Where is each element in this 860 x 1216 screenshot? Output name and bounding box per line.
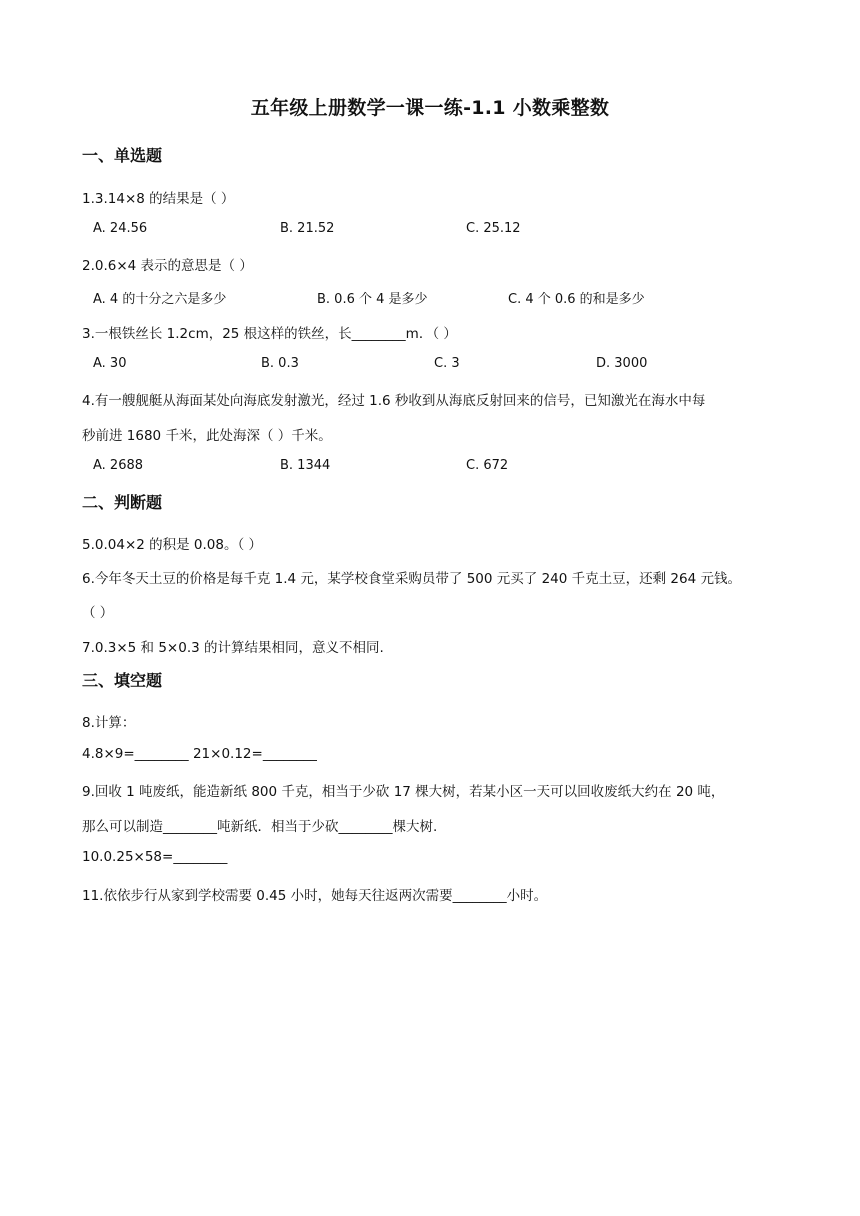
q1-option-a[interactable]: A. 24.56 [93, 221, 148, 236]
question-8-expressions: 4.8×9=________ 21×0.12=________ [82, 746, 317, 762]
question-6-line-1: 6.今年冬天土豆的价格是每千克 1.4 元，某学校食堂采购员带了 500 元买了 240 千克土豆，还剩 264 元钱。 [82, 571, 741, 587]
question-3: 3.一根铁丝长 1.2cm，25 根这样的铁丝，长________m．（ ） [82, 326, 457, 342]
q3-option-d[interactable]: D. 3000 [596, 356, 648, 371]
section-true-false: 二、判断题 [82, 493, 163, 512]
section-fill-blank: 三、填空题 [82, 671, 163, 690]
q4-option-a[interactable]: A. 2688 [93, 458, 144, 473]
question-6-line-2: （ ） [82, 605, 114, 621]
question-8: 8.计算： [82, 715, 136, 731]
question-2: 2.0.6×4 表示的意思是（ ） [82, 258, 253, 274]
question-4-line-1: 4.有一艘舰艇从海面某处向海底发射激光，经过 1.6 秒收到从海底反射回来的信号，已知激光在海水中每 [82, 393, 706, 409]
section-single-choice: 一、单选题 [82, 146, 163, 165]
q4-option-c[interactable]: C. 672 [466, 458, 509, 473]
q3-option-b[interactable]: B. 0.3 [261, 356, 299, 371]
question-4-line-2: 秒前进 1680 千米，此处海深（ ）千米。 [82, 428, 332, 444]
q3-option-a[interactable]: A. 30 [93, 356, 127, 371]
q1-option-c[interactable]: C. 25.12 [466, 221, 521, 236]
q4-option-b[interactable]: B. 1344 [280, 458, 331, 473]
question-7: 7.0.3×5 和 5×0.3 的计算结果相同，意义不相同. [82, 640, 384, 656]
q1-option-b[interactable]: B. 21.52 [280, 221, 335, 236]
q2-option-a[interactable]: A. 4 的十分之六是多少 [93, 292, 227, 307]
page-title: 五年级上册数学一课一练-1.1 小数乘整数 [250, 97, 610, 119]
question-1: 1.3.14×8 的结果是（ ） [82, 191, 235, 207]
q2-option-b[interactable]: B. 0.6 个 4 是多少 [317, 292, 428, 307]
question-9-line-1: 9.回收 1 吨废纸，能造新纸 800 千克，相当于少砍 17 棵大树，若某小区一天可以回收废纸大约在 20 吨， [82, 784, 725, 800]
question-11: 11.依依步行从家到学校需要 0.45 小时，她每天往返两次需要________小时。 [82, 888, 548, 904]
q3-option-c[interactable]: C. 3 [434, 356, 460, 371]
question-10: 10.0.25×58=________ [82, 849, 228, 865]
question-9-line-2: 那么可以制造________吨新纸．相当于少砍________棵大树. [82, 819, 438, 835]
question-5: 5.0.04×2 的积是 0.08。（ ） [82, 537, 263, 553]
q2-option-c[interactable]: C. 4 个 0.6 的和是多少 [508, 292, 645, 307]
